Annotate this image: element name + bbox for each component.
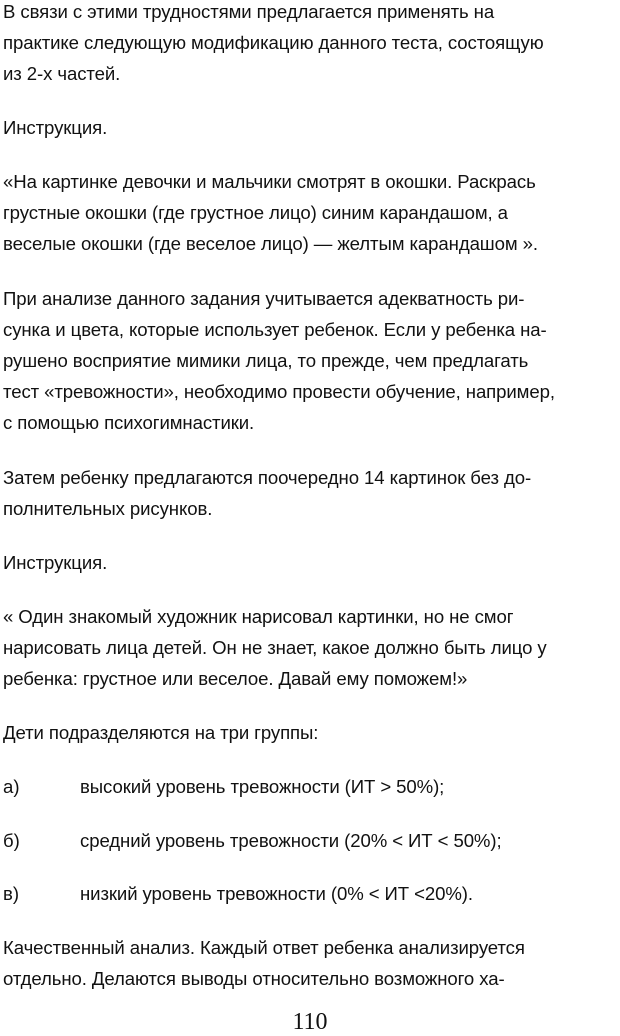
list-item-text: низкий уровень тревожности (0% < ИТ <20%).: [80, 883, 473, 904]
paragraph-7-line-1: « Один знакомый художник нарисовал картинки, но не смог: [3, 606, 514, 627]
paragraph-1-line-2: практике следующую модификацию данного теста, состоящую: [3, 32, 544, 53]
instruction-heading-1: Инструкция.: [3, 117, 108, 138]
paragraph-4-line-1: При анализе данного задания учитывается адекватность ри-: [3, 288, 525, 309]
list-item-label: б): [3, 830, 20, 851]
list-item-label: в): [3, 883, 20, 904]
instruction-heading-2: Инструкция.: [3, 552, 108, 573]
final-paragraph-line-2: отдельно. Делаются выводы относительно возможного ха-: [3, 968, 505, 989]
paragraph-7-line-3: ребенка: грустное или веселое. Давай ему поможем!»: [3, 668, 468, 689]
paragraph-4-line-2: сунка и цвета, которые использует ребенок. Если у ребенка на-: [3, 319, 547, 340]
paragraph-7-line-2: нарисовать лица детей. Он не знает, какое должно быть лицо у: [3, 637, 547, 658]
paragraph-3-line-1: «На картинке девочки и мальчики смотрят в окошки. Раскрась: [3, 171, 536, 192]
paragraph-4-line-5: с помощью психогимнастики.: [3, 412, 255, 433]
paragraph-5-line-2: полнительных рисунков.: [3, 498, 213, 519]
paragraph-5-line-1: Затем ребенку предлагаются поочередно 14 картинок без до-: [3, 467, 532, 488]
paragraph-1-line-3: из 2-х частей.: [3, 63, 121, 84]
final-paragraph-line-1: Качественный анализ. Каждый ответ ребенка анализируется: [3, 937, 525, 958]
page-number: 110: [292, 1009, 328, 1035]
paragraph-4-line-3: рушено восприятие мимики лица, то прежде, чем предлагать: [3, 350, 529, 371]
paragraph-4-line-4: тест «тревожности», необходимо провести обучение, например,: [3, 381, 555, 402]
paragraph-1-line-1: В связи с этими трудностями предлагается применять на: [3, 1, 495, 22]
list-item-text: средний уровень тревожности (20% < ИТ < 50%);: [80, 830, 502, 851]
groups-intro: Дети подразделяются на три группы:: [3, 722, 319, 743]
list-item-label: а): [3, 776, 20, 797]
paragraph-3-line-2: грустные окошки (где грустное лицо) синим карандашом, а: [3, 202, 508, 223]
paragraph-3-line-3: веселые окошки (где веселое лицо) — желтым карандашом ».: [3, 233, 538, 254]
list-item-text: высокий уровень тревожности (ИТ > 50%);: [80, 776, 445, 797]
